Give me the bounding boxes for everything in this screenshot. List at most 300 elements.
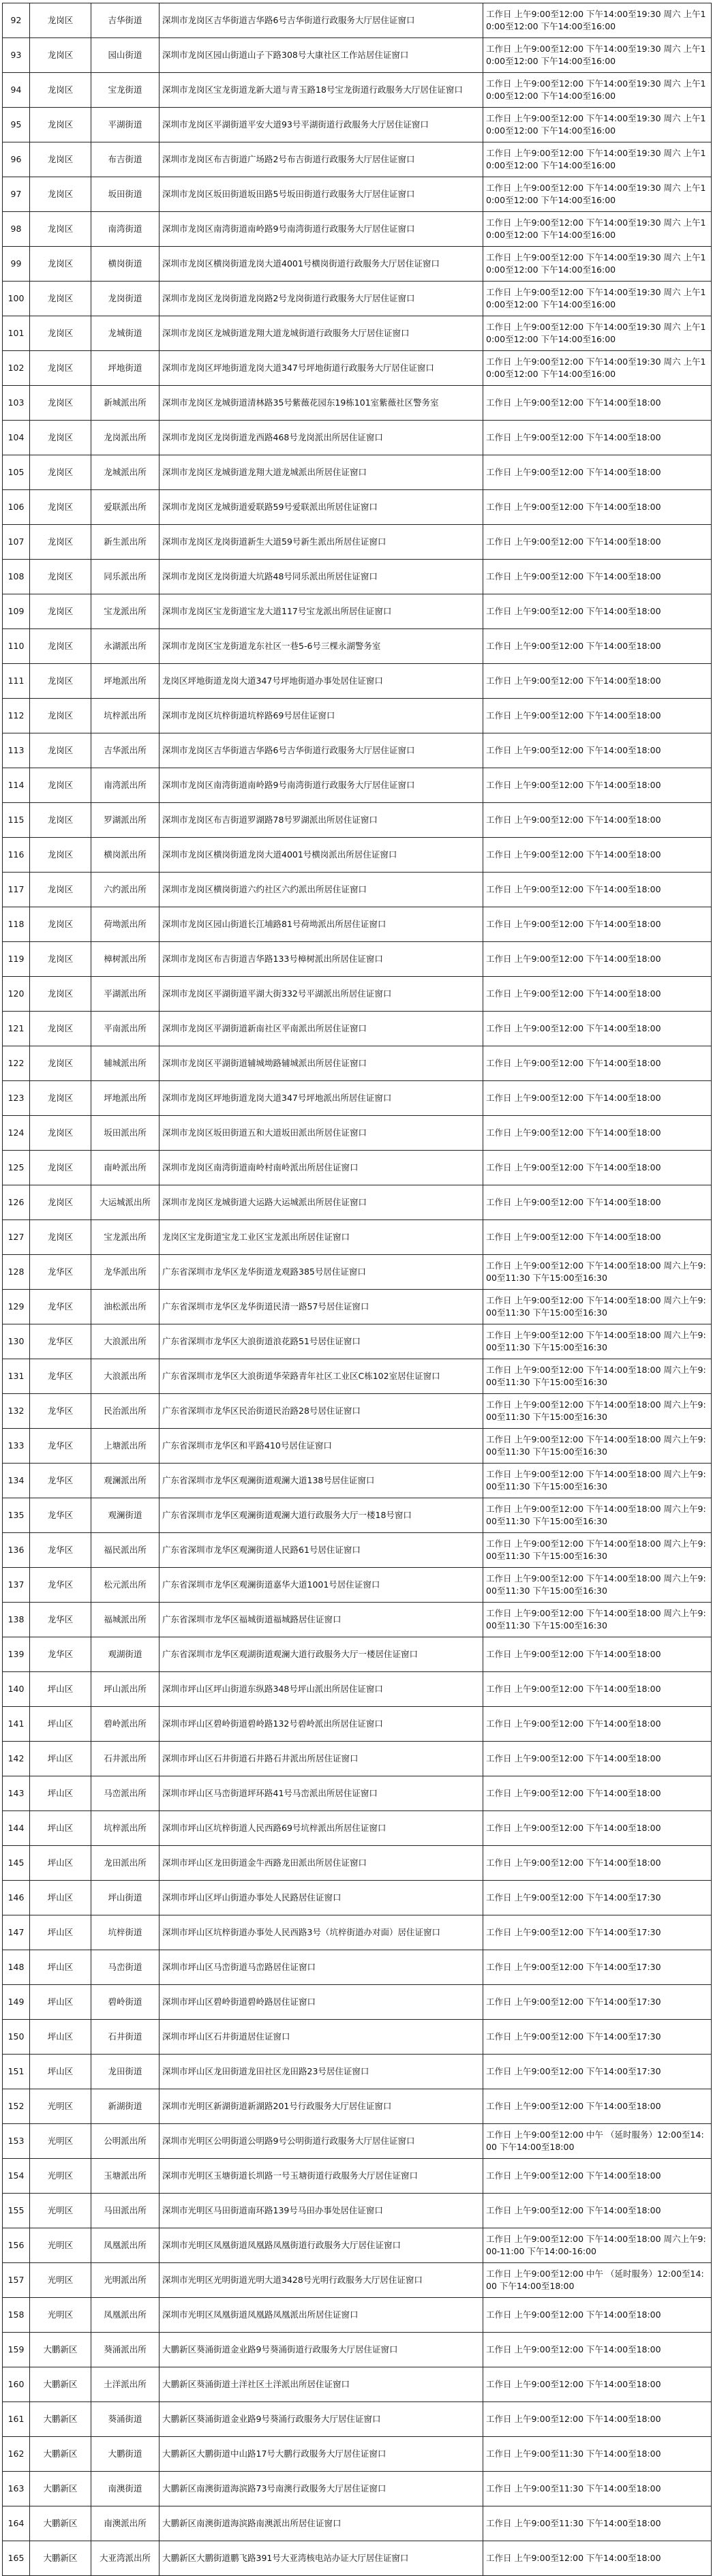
table-row: [3, 1429, 712, 1464]
row-number: 109: [3, 594, 30, 629]
hours-cell: 工作日 上午9:00至12:00 下午14:00至17:30: [483, 1881, 712, 1915]
hours-cell: 工作日 上午9:00至12:00 下午14:00至18:00: [483, 2194, 712, 2228]
district-cell: 大鹏新区: [30, 2367, 91, 2402]
row-number: 165: [3, 2541, 30, 2576]
row-number: 164: [3, 2506, 30, 2541]
district-cell: 龙岗区: [30, 142, 91, 177]
district-cell: 龙岗区: [30, 455, 91, 490]
office-cell: 南湾街道: [91, 212, 160, 247]
district-cell: 龙岗区: [30, 1012, 91, 1046]
hours-cell: 工作日 上午9:00至12:00 下午14:00至18:00: [483, 2367, 712, 2402]
office-cell: 观湖街道: [91, 1637, 160, 1672]
district-cell: 龙岗区: [30, 351, 91, 386]
office-cell: 坪山街道: [91, 1881, 160, 1915]
table-row: [3, 1846, 712, 1881]
row-number: 124: [3, 1116, 30, 1151]
office-cell: 坪地街道: [91, 351, 160, 386]
address-cell: 深圳市龙岗区龙岗街道新生大道59号新生派出所居住证窗口: [160, 525, 483, 560]
table-row: [3, 1220, 712, 1255]
district-cell: 龙岗区: [30, 108, 91, 142]
office-cell: 龙岗街道: [91, 282, 160, 316]
table-row: [3, 1185, 712, 1220]
hours-cell: 工作日 上午9:00至12:00 中午 （延时服务）12:00至14:00 下午14:00至18:00: [483, 2263, 712, 2298]
district-cell: 龙华区: [30, 1464, 91, 1498]
table-row: [3, 2506, 712, 2541]
hours-cell: 工作日 上午9:00至12:00 下午14:00至19:30 周六 上午10:00至12:00 下午14:00至16:00: [483, 247, 712, 282]
address-cell: 大鹏新区葵涌街道土洋社区土洋派出所居住证窗口: [160, 2367, 483, 2402]
row-number: 127: [3, 1220, 30, 1255]
district-cell: 光明区: [30, 2089, 91, 2124]
address-cell: 深圳市坪山区马峦街道马峦路居住证窗口: [160, 1950, 483, 1985]
row-number: 149: [3, 1985, 30, 2020]
hours-cell: 工作日 上午9:00至12:00 下午14:00至19:30 周六 上午10:00至12:00 下午14:00至16:00: [483, 316, 712, 351]
table-row: [3, 1742, 712, 1776]
office-cell: 宝龙派出所: [91, 594, 160, 629]
table-row: [3, 1290, 712, 1324]
hours-cell: 工作日 上午9:00至12:00 下午14:00至18:00: [483, 2159, 712, 2194]
office-cell: 园山街道: [91, 38, 160, 73]
hours-cell: 工作日 上午9:00至12:00 下午14:00至18:00 周六上午9:00至11:30 下午15:00至16:30: [483, 1603, 712, 1637]
table-row: [3, 490, 712, 525]
address-cell: 深圳市坪山区石井街道石井路石井派出所居住证窗口: [160, 1742, 483, 1776]
hours-cell: 工作日 上午9:00至12:00 中午 （延时服务）12:00至14:00 下午14:00至18:00: [483, 2124, 712, 2159]
row-number: 116: [3, 838, 30, 873]
table-row: [3, 1811, 712, 1846]
address-cell: 深圳市龙岗区布吉街道广场路2号布吉街道行政服务大厅居住证窗口: [160, 142, 483, 177]
table-row: [3, 38, 712, 73]
row-number: 139: [3, 1637, 30, 1672]
district-cell: 龙华区: [30, 1290, 91, 1324]
address-cell: 深圳市龙岗区龙岗街道大坑路48号同乐派出所居住证窗口: [160, 560, 483, 594]
office-cell: 龙城派出所: [91, 455, 160, 490]
district-cell: 坪山区: [30, 2020, 91, 2055]
hours-cell: 工作日 上午9:00至12:00 下午14:00至18:00: [483, 1046, 712, 1081]
table-row: [3, 1012, 712, 1046]
address-cell: 龙岗区宝龙街道宝龙工业区宝龙派出所居住证窗口: [160, 1220, 483, 1255]
table-row: [3, 1881, 712, 1915]
address-cell: 深圳市龙岗区坑梓街道坑梓路69号居住证窗口: [160, 699, 483, 733]
office-cell: 横岗街道: [91, 247, 160, 282]
row-number: 96: [3, 142, 30, 177]
office-cell: 坑梓派出所: [91, 699, 160, 733]
hours-cell: 工作日 上午9:00至12:00 下午14:00至18:00: [483, 455, 712, 490]
table-row: [3, 873, 712, 907]
hours-cell: 工作日 上午9:00至12:00 下午14:00至18:00: [483, 1151, 712, 1185]
table-row: [3, 1046, 712, 1081]
table-row: [3, 2263, 712, 2298]
table-row: [3, 1359, 712, 1394]
hours-cell: 工作日 上午9:00至12:00 下午14:00至18:00: [483, 733, 712, 768]
district-cell: 龙岗区: [30, 247, 91, 282]
district-cell: 龙岗区: [30, 1185, 91, 1220]
office-cell: 辅城派出所: [91, 1046, 160, 1081]
row-number: 156: [3, 2228, 30, 2263]
district-cell: 大鹏新区: [30, 2541, 91, 2576]
table-row: [3, 977, 712, 1012]
hours-cell: 工作日 上午9:00至12:00 下午14:00至18:00: [483, 768, 712, 803]
office-cell: 坪山派出所: [91, 1672, 160, 1707]
table-row: [3, 316, 712, 351]
hours-cell: 工作日 上午9:00至12:00 下午14:00至18:00: [483, 1185, 712, 1220]
office-cell: 坪地派出所: [91, 664, 160, 699]
district-cell: 龙华区: [30, 1324, 91, 1359]
row-number: 95: [3, 108, 30, 142]
district-cell: 龙岗区: [30, 3, 91, 38]
address-cell: 深圳市龙岗区平湖街道新南社区平南派出所居住证窗口: [160, 1012, 483, 1046]
address-cell: 深圳市坪山区龙田街道龙田社区龙田路23号居住证窗口: [160, 2055, 483, 2089]
table-row: [3, 594, 712, 629]
table-row: [3, 1707, 712, 1742]
address-cell: 深圳市光明区凤凰街道凤凰路凤凰街道行政服务大厅居住证窗口: [160, 2228, 483, 2263]
district-cell: 龙岗区: [30, 1081, 91, 1116]
hours-cell: 工作日 上午9:00至12:00 下午14:00至17:30: [483, 1985, 712, 2020]
table-row: [3, 907, 712, 942]
address-cell: 深圳市龙岗区园山街道山子下路308号大康社区工作站居住证窗口: [160, 38, 483, 73]
table-row: [3, 1498, 712, 1533]
office-cell: 上塘派出所: [91, 1429, 160, 1464]
table-row: [3, 1151, 712, 1185]
office-cell: 坂田街道: [91, 177, 160, 212]
district-cell: 龙岗区: [30, 699, 91, 733]
district-cell: 龙岗区: [30, 1116, 91, 1151]
office-cell: 坑梓派出所: [91, 1811, 160, 1846]
table-row: [3, 2159, 712, 2194]
row-number: 134: [3, 1464, 30, 1498]
address-cell: 深圳市坪山区龙田街道金牛西路龙田派出所居住证窗口: [160, 1846, 483, 1881]
address-cell: 广东省深圳市龙华区龙华街道龙观路385号居住证窗口: [160, 1255, 483, 1290]
table-row: [3, 1324, 712, 1359]
district-cell: 光明区: [30, 2159, 91, 2194]
district-cell: 大鹏新区: [30, 2402, 91, 2437]
row-number: 150: [3, 2020, 30, 2055]
address-cell: 深圳市坪山区坑梓街道办事处人民西路3号（坑梓街道办对面）居住证窗口: [160, 1915, 483, 1950]
row-number: 135: [3, 1498, 30, 1533]
row-number: 141: [3, 1707, 30, 1742]
hours-cell: 工作日 上午9:00至12:00 下午14:00至18:00: [483, 1220, 712, 1255]
row-number: 148: [3, 1950, 30, 1985]
office-cell: 大亚湾派出所: [91, 2541, 160, 2576]
table-row: [3, 2333, 712, 2367]
district-cell: 坪山区: [30, 1985, 91, 2020]
hours-cell: 工作日 上午9:00至12:00 下午14:00至19:30 周六 上午10:00至12:00 下午14:00至16:00: [483, 212, 712, 247]
address-cell: 深圳市坪山区坪山街道办事处人民路居住证窗口: [160, 1881, 483, 1915]
office-cell: 龙田街道: [91, 2055, 160, 2089]
district-cell: 龙岗区: [30, 873, 91, 907]
hours-cell: 工作日 上午9:00至12:00 下午14:00至18:00: [483, 1081, 712, 1116]
table-row: [3, 247, 712, 282]
office-cell: 荷坳派出所: [91, 907, 160, 942]
office-cell: 马田派出所: [91, 2194, 160, 2228]
district-cell: 坪山区: [30, 1742, 91, 1776]
office-cell: 布吉街道: [91, 142, 160, 177]
district-cell: 坪山区: [30, 1881, 91, 1915]
address-cell: 深圳市坪山区坪山街道东纵路348号坪山派出所居住证窗口: [160, 1672, 483, 1707]
row-number: 142: [3, 1742, 30, 1776]
row-number: 138: [3, 1603, 30, 1637]
address-cell: 深圳市坪山区碧岭街道碧岭路居住证窗口: [160, 1985, 483, 2020]
hours-cell: 工作日 上午9:00至12:00 下午14:00至18:00: [483, 560, 712, 594]
address-cell: 深圳市龙岗区坂田街道五和大道坂田派出所居住证窗口: [160, 1116, 483, 1151]
address-cell: 广东省深圳市龙华区龙华街道民清一路57号居住证窗口: [160, 1290, 483, 1324]
office-cell: 新湖街道: [91, 2089, 160, 2124]
address-cell: 深圳市龙岗区南湾街道南岭路9号南湾街道行政服务大厅居住证窗口: [160, 768, 483, 803]
office-cell: 油松派出所: [91, 1290, 160, 1324]
row-number: 102: [3, 351, 30, 386]
table-row: [3, 1116, 712, 1151]
hours-cell: 工作日 上午9:00至12:00 下午14:00至18:00 周六上午9:00至11:30 下午15:00至16:30: [483, 1429, 712, 1464]
table-row: [3, 421, 712, 455]
address-cell: 深圳市龙岗区龙城街道龙翔大道龙城派出所居住证窗口: [160, 455, 483, 490]
hours-cell: 工作日 上午9:00至12:00 下午14:00至18:00: [483, 1742, 712, 1776]
office-cell: 宝龙街道: [91, 73, 160, 108]
hours-cell: 工作日 上午9:00至12:00 下午14:00至18:00 周六上午9:00至11:30 下午15:00至16:30: [483, 1464, 712, 1498]
hours-cell: 工作日 上午9:00至12:00 下午14:00至18:00 周六上午9:00-11:00 下午14:00-16:00: [483, 2228, 712, 2263]
table-row: [3, 1464, 712, 1498]
table-row: [3, 838, 712, 873]
table-row: [3, 1950, 712, 1985]
district-cell: 龙岗区: [30, 282, 91, 316]
address-cell: 广东省深圳市龙华区观澜街道嘉华大道1001号居住证窗口: [160, 1568, 483, 1603]
hours-cell: 工作日 上午9:00至12:00 下午14:00至18:00: [483, 594, 712, 629]
table-row: [3, 1637, 712, 1672]
row-number: 104: [3, 421, 30, 455]
row-number: 121: [3, 1012, 30, 1046]
row-number: 113: [3, 733, 30, 768]
district-cell: 龙岗区: [30, 977, 91, 1012]
district-cell: 龙华区: [30, 1394, 91, 1429]
hours-cell: 工作日 上午9:00至12:00 下午14:00至19:30 周六 上午10:00至12:00 下午14:00至16:00: [483, 38, 712, 73]
district-cell: 龙岗区: [30, 525, 91, 560]
office-cell: 碧岭街道: [91, 1985, 160, 2020]
table-row: [3, 177, 712, 212]
hours-cell: 工作日 上午9:00至12:00 下午14:00至18:00: [483, 1012, 712, 1046]
district-cell: 龙岗区: [30, 316, 91, 351]
row-number: 163: [3, 2472, 30, 2506]
district-cell: 光明区: [30, 2194, 91, 2228]
address-cell: 深圳市龙岗区宝龙街道龙新大道与青玉路18号宝龙街道行政服务大厅居住证窗口: [160, 73, 483, 108]
row-number: 162: [3, 2437, 30, 2472]
office-cell: 民治派出所: [91, 1394, 160, 1429]
table-row: [3, 1776, 712, 1811]
row-number: 157: [3, 2263, 30, 2298]
office-cell: 六约派出所: [91, 873, 160, 907]
district-cell: 坪山区: [30, 1672, 91, 1707]
row-number: 97: [3, 177, 30, 212]
district-cell: 龙华区: [30, 1637, 91, 1672]
hours-cell: 工作日 上午9:00至11:30 下午14:00至18:00: [483, 2472, 712, 2506]
address-cell: 深圳市龙岗区龙城街道清林路35号紫薇花园东19栋101室紫薇社区警务室: [160, 386, 483, 421]
row-number: 153: [3, 2124, 30, 2159]
office-cell: 横岗派出所: [91, 838, 160, 873]
row-number: 144: [3, 1811, 30, 1846]
hours-cell: 工作日 上午9:00至12:00 下午14:00至18:00: [483, 1637, 712, 1672]
office-cell: 马峦派出所: [91, 1776, 160, 1811]
office-cell: 福民派出所: [91, 1533, 160, 1568]
address-cell: 广东省深圳市龙华区福城街道福城路居住证窗口: [160, 1603, 483, 1637]
hours-cell: 工作日 上午9:00至12:00 下午14:00至19:30 周六 上午10:00至12:00 下午14:00至16:00: [483, 177, 712, 212]
table-row: [3, 2089, 712, 2124]
hours-cell: 工作日 上午9:00至12:00 下午14:00至18:00: [483, 1116, 712, 1151]
district-cell: 龙岗区: [30, 594, 91, 629]
office-cell: 平湖派出所: [91, 977, 160, 1012]
address-cell: 广东省深圳市龙华区大浪街道浪花路51号居住证窗口: [160, 1324, 483, 1359]
table-row: [3, 2402, 712, 2437]
hours-cell: 工作日 上午9:00至12:00 下午14:00至19:30 周六 上午10:00至12:00 下午14:00至16:00: [483, 108, 712, 142]
hours-cell: 工作日 上午9:00至12:00 下午14:00至18:00: [483, 803, 712, 838]
row-number: 112: [3, 699, 30, 733]
office-cell: 龙城街道: [91, 316, 160, 351]
hours-cell: 工作日 上午9:00至11:30 下午14:00至18:00: [483, 2506, 712, 2541]
table-row: [3, 629, 712, 664]
address-cell: 深圳市光明区马田街道南环路139号马田办事处居住证窗口: [160, 2194, 483, 2228]
row-number: 114: [3, 768, 30, 803]
office-cell: 玉塘派出所: [91, 2159, 160, 2194]
address-cell: 深圳市龙岗区坪地街道龙岗大道347号坪地派出所居住证窗口: [160, 1081, 483, 1116]
district-cell: 龙岗区: [30, 907, 91, 942]
office-cell: 爱联派出所: [91, 490, 160, 525]
office-cell: 碧岭派出所: [91, 1707, 160, 1742]
office-cell: 松元派出所: [91, 1568, 160, 1603]
address-cell: 深圳市龙岗区坪地街道龙岗大道347号坪地街道行政服务大厅居住证窗口: [160, 351, 483, 386]
office-cell: 石井派出所: [91, 1742, 160, 1776]
hours-cell: 工作日 上午9:00至12:00 下午14:00至19:30 周六 上午10:00至12:00 下午14:00至16:00: [483, 3, 712, 38]
district-cell: 龙华区: [30, 1533, 91, 1568]
address-cell: 深圳市龙岗区南湾街道南岭村南岭派出所居住证窗口: [160, 1151, 483, 1185]
table-row: [3, 282, 712, 316]
district-cell: 龙岗区: [30, 942, 91, 977]
district-cell: 大鹏新区: [30, 2437, 91, 2472]
address-cell: 广东省深圳市龙华区和平路410号居住证窗口: [160, 1429, 483, 1464]
district-cell: 龙岗区: [30, 212, 91, 247]
row-number: 123: [3, 1081, 30, 1116]
row-number: 125: [3, 1151, 30, 1185]
row-number: 159: [3, 2333, 30, 2367]
address-cell: 大鹏新区南澳街道海滨路南澳派出所居住证窗口: [160, 2506, 483, 2541]
row-number: 131: [3, 1359, 30, 1394]
address-cell: 深圳市龙岗区横岗街道龙岗大道4001号横岗街道行政服务大厅居住证窗口: [160, 247, 483, 282]
row-number: 106: [3, 490, 30, 525]
hours-cell: 工作日 上午9:00至12:00 下午14:00至17:30: [483, 1915, 712, 1950]
table-row: [3, 664, 712, 699]
row-number: 98: [3, 212, 30, 247]
table-row: [3, 3, 712, 38]
table-row: [3, 1985, 712, 2020]
table-row: [3, 2228, 712, 2263]
hours-cell: 工作日 上午9:00至12:00 下午14:00至18:00: [483, 2089, 712, 2124]
district-cell: 龙岗区: [30, 38, 91, 73]
hours-cell: 工作日 上午9:00至12:00 下午14:00至18:00 周六上午9:00至11:30 下午15:00至16:30: [483, 1255, 712, 1290]
table-row: [3, 108, 712, 142]
row-number: 94: [3, 73, 30, 108]
district-cell: 坪山区: [30, 1915, 91, 1950]
district-cell: 龙岗区: [30, 73, 91, 108]
district-cell: 龙岗区: [30, 177, 91, 212]
district-cell: 坪山区: [30, 1811, 91, 1846]
address-cell: 广东省深圳市龙华区民治街道民治路28号居住证窗口: [160, 1394, 483, 1429]
hours-cell: 工作日 上午9:00至12:00 下午14:00至18:00: [483, 838, 712, 873]
table-row: [3, 2541, 712, 2576]
address-cell: 深圳市坪山区坑梓街道人民西路69号坑梓派出所居住证窗口: [160, 1811, 483, 1846]
hours-cell: 工作日 上午9:00至12:00 下午14:00至18:00 周六上午9:00至11:30 下午15:00至16:30: [483, 1498, 712, 1533]
district-cell: 大鹏新区: [30, 2333, 91, 2367]
office-cell: 新城派出所: [91, 386, 160, 421]
address-cell: 大鹏新区大鹏街道鹏飞路391号大亚湾核电站办证大厅居住证窗口: [160, 2541, 483, 2576]
hours-cell: 工作日 上午9:00至12:00 下午14:00至18:00: [483, 490, 712, 525]
table-row: [3, 1568, 712, 1603]
office-cell: 同乐派出所: [91, 560, 160, 594]
table-row: [3, 2367, 712, 2402]
district-cell: 龙华区: [30, 1359, 91, 1394]
address-cell: 大鹏新区葵涌街道金业路9号葵涌行政服务大厅居住证窗口: [160, 2402, 483, 2437]
row-number: 130: [3, 1324, 30, 1359]
office-cell: 坪地派出所: [91, 1081, 160, 1116]
office-cell: 樟树派出所: [91, 942, 160, 977]
hours-cell: 工作日 上午9:00至12:00 下午14:00至18:00: [483, 421, 712, 455]
row-number: 154: [3, 2159, 30, 2194]
hours-cell: 工作日 上午9:00至12:00 下午14:00至18:00: [483, 977, 712, 1012]
district-cell: 大鹏新区: [30, 2506, 91, 2541]
table-row: [3, 455, 712, 490]
table-row: [3, 2437, 712, 2472]
row-number: 122: [3, 1046, 30, 1081]
address-cell: 深圳市坪山区马峦街道坪环路41号马峦派出所居住证窗口: [160, 1776, 483, 1811]
address-cell: 大鹏新区南澳街道海滨路73号南澳行政服务大厅居住证窗口: [160, 2472, 483, 2506]
office-cell: 葵涌街道: [91, 2402, 160, 2437]
row-number: 161: [3, 2402, 30, 2437]
district-cell: 龙岗区: [30, 664, 91, 699]
table-row: [3, 1394, 712, 1429]
office-cell: 永湖派出所: [91, 629, 160, 664]
row-number: 100: [3, 282, 30, 316]
row-number: 111: [3, 664, 30, 699]
address-cell: 深圳市坪山区石井街道居住证窗口: [160, 2020, 483, 2055]
hours-cell: 工作日 上午9:00至12:00 下午14:00至18:00 周六上午9:00至11:30 下午15:00至16:30: [483, 1568, 712, 1603]
address-cell: 深圳市龙岗区龙岗街道龙岗路2号龙岗街道行政服务大厅居住证窗口: [160, 282, 483, 316]
address-cell: 深圳市龙岗区横岗街道龙岗大道4001号横岗派出所居住证窗口: [160, 838, 483, 873]
hours-cell: 工作日 上午9:00至12:00 下午14:00至18:00 周六上午9:00至11:30 下午15:00至16:30: [483, 1533, 712, 1568]
row-number: 136: [3, 1533, 30, 1568]
row-number: 143: [3, 1776, 30, 1811]
district-cell: 龙岗区: [30, 386, 91, 421]
office-cell: 大浪派出所: [91, 1359, 160, 1394]
row-number: 137: [3, 1568, 30, 1603]
district-cell: 坪山区: [30, 1846, 91, 1881]
address-cell: 深圳市光明区光明街道光明大道3428号光明行政服务大厅居住证窗口: [160, 2263, 483, 2298]
address-cell: 深圳市龙岗区园山街道长江埔路81号荷坳派出所居住证窗口: [160, 907, 483, 942]
district-cell: 坪山区: [30, 1776, 91, 1811]
address-cell: 深圳市龙岗区吉华街道吉华路6号吉华街道行政服务大厅居住证窗口: [160, 3, 483, 38]
hours-cell: 工作日 上午9:00至12:00 下午14:00至18:00: [483, 386, 712, 421]
row-number: 158: [3, 2298, 30, 2333]
address-cell: 深圳市龙岗区布吉街道吉华路133号樟树派出所居住证窗口: [160, 942, 483, 977]
row-number: 115: [3, 803, 30, 838]
table-row: [3, 942, 712, 977]
row-number: 160: [3, 2367, 30, 2402]
address-cell: 深圳市龙岗区平湖街道平安大道93号平湖街道行政服务大厅居住证窗口: [160, 108, 483, 142]
district-cell: 龙岗区: [30, 421, 91, 455]
office-cell: 宝龙派出所: [91, 1220, 160, 1255]
table-row: [3, 2124, 712, 2159]
office-cell: 观澜派出所: [91, 1464, 160, 1498]
office-cell: 吉华派出所: [91, 733, 160, 768]
office-cell: 凤凰派出所: [91, 2298, 160, 2333]
hours-cell: 工作日 上午9:00至12:00 下午14:00至18:00: [483, 664, 712, 699]
district-cell: 龙华区: [30, 1498, 91, 1533]
table-row: [3, 699, 712, 733]
row-number: 145: [3, 1846, 30, 1881]
address-cell: 深圳市龙岗区平湖街道辅城坳路辅城派出所居住证窗口: [160, 1046, 483, 1081]
row-number: 133: [3, 1429, 30, 1464]
